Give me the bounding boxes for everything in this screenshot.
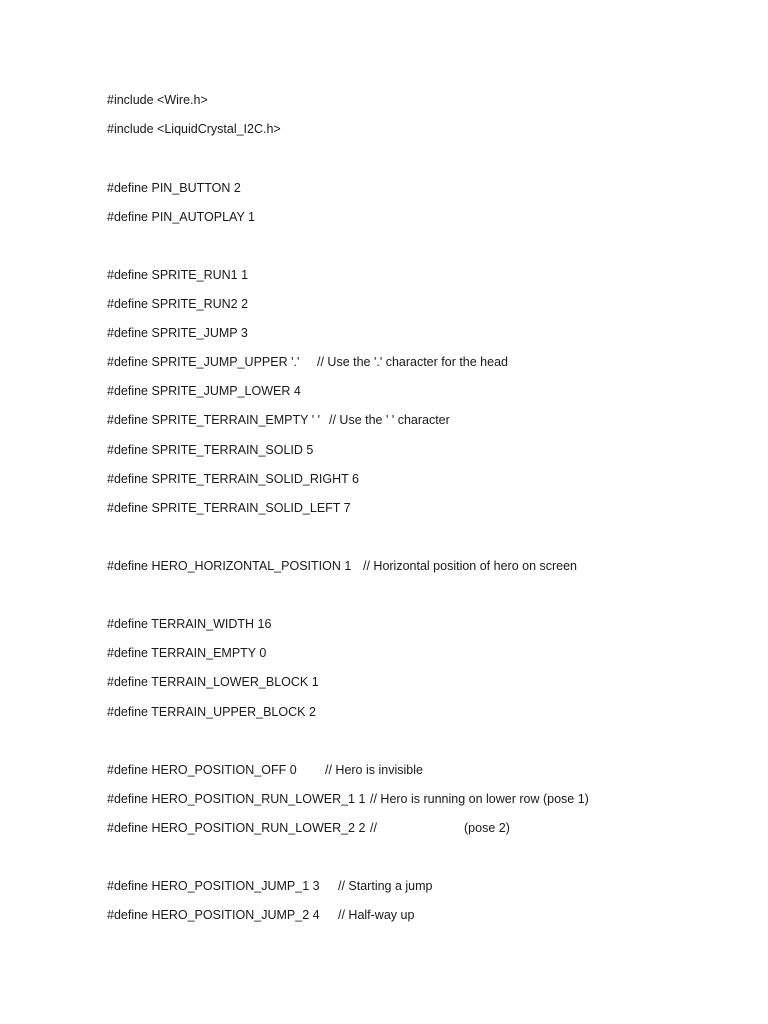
code-line — [107, 92, 707, 108]
code-line — [107, 820, 707, 836]
code-line — [107, 442, 707, 458]
code-text: #define HERO_POSITION_RUN_LOWER_1 1 — [107, 792, 366, 806]
code-text: #define SPRITE_TERRAIN_SOLID_LEFT 7 — [107, 501, 351, 515]
code-line — [107, 558, 707, 574]
code-line — [107, 180, 707, 196]
code-comment: // Half-way up — [338, 908, 415, 922]
code-line — [107, 704, 707, 720]
code-line — [107, 616, 707, 632]
code-text: #define PIN_AUTOPLAY 1 — [107, 210, 256, 224]
code-line — [107, 325, 707, 341]
code-comment: // Horizontal position of hero on screen — [363, 559, 578, 573]
code-line — [107, 267, 707, 283]
code-line — [107, 791, 707, 807]
code-line — [107, 762, 707, 778]
code-text: #define SPRITE_JUMP_UPPER '.' — [107, 355, 300, 369]
code-line — [107, 209, 707, 225]
code-comment-continued: (pose 2) — [464, 821, 510, 835]
code-comment: // Hero is running on lower row (pose 1) — [370, 792, 589, 806]
code-line — [107, 500, 707, 516]
code-text: #define TERRAIN_WIDTH 16 — [107, 617, 272, 631]
code-text: #define HERO_POSITION_JUMP_2 4 — [107, 908, 320, 922]
code-comment: // — [370, 821, 377, 835]
code-line — [107, 296, 707, 312]
code-line — [107, 907, 707, 923]
code-text: #include <LiquidCrystal_I2C.h> — [107, 122, 281, 136]
code-line — [107, 121, 707, 137]
code-comment: // Hero is invisible — [325, 763, 423, 777]
code-line — [107, 645, 707, 661]
code-line — [107, 354, 707, 370]
code-text: #define SPRITE_TERRAIN_SOLID_RIGHT 6 — [107, 472, 359, 486]
code-line — [107, 412, 707, 428]
code-text: #define TERRAIN_EMPTY 0 — [107, 646, 267, 660]
code-line — [107, 878, 707, 894]
code-text: #define TERRAIN_UPPER_BLOCK 2 — [107, 705, 316, 719]
code-text: #define SPRITE_JUMP_LOWER 4 — [107, 384, 301, 398]
code-line — [107, 383, 707, 399]
code-text: #define TERRAIN_LOWER_BLOCK 1 — [107, 675, 319, 689]
code-text: #define SPRITE_TERRAIN_SOLID 5 — [107, 443, 314, 457]
code-text: #define SPRITE_TERRAIN_EMPTY ' ' — [107, 413, 320, 427]
code-comment: // Use the '.' character for the head — [317, 355, 508, 369]
code-text: #define HERO_POSITION_JUMP_1 3 — [107, 879, 320, 893]
code-comment: // Starting a jump — [338, 879, 433, 893]
code-text: #define SPRITE_RUN1 1 — [107, 268, 249, 282]
code-text: #define HERO_POSITION_OFF 0 — [107, 763, 297, 777]
code-comment: // Use the ' ' character — [329, 413, 450, 427]
code-text: #define HERO_POSITION_RUN_LOWER_2 2 — [107, 821, 366, 835]
code-line — [107, 674, 707, 690]
code-text: #define SPRITE_JUMP 3 — [107, 326, 248, 340]
code-text: #define PIN_BUTTON 2 — [107, 181, 241, 195]
code-text: #define SPRITE_RUN2 2 — [107, 297, 249, 311]
code-text: #define HERO_HORIZONTAL_POSITION 1 — [107, 559, 352, 573]
code-text: #include <Wire.h> — [107, 93, 208, 107]
code-line — [107, 471, 707, 487]
